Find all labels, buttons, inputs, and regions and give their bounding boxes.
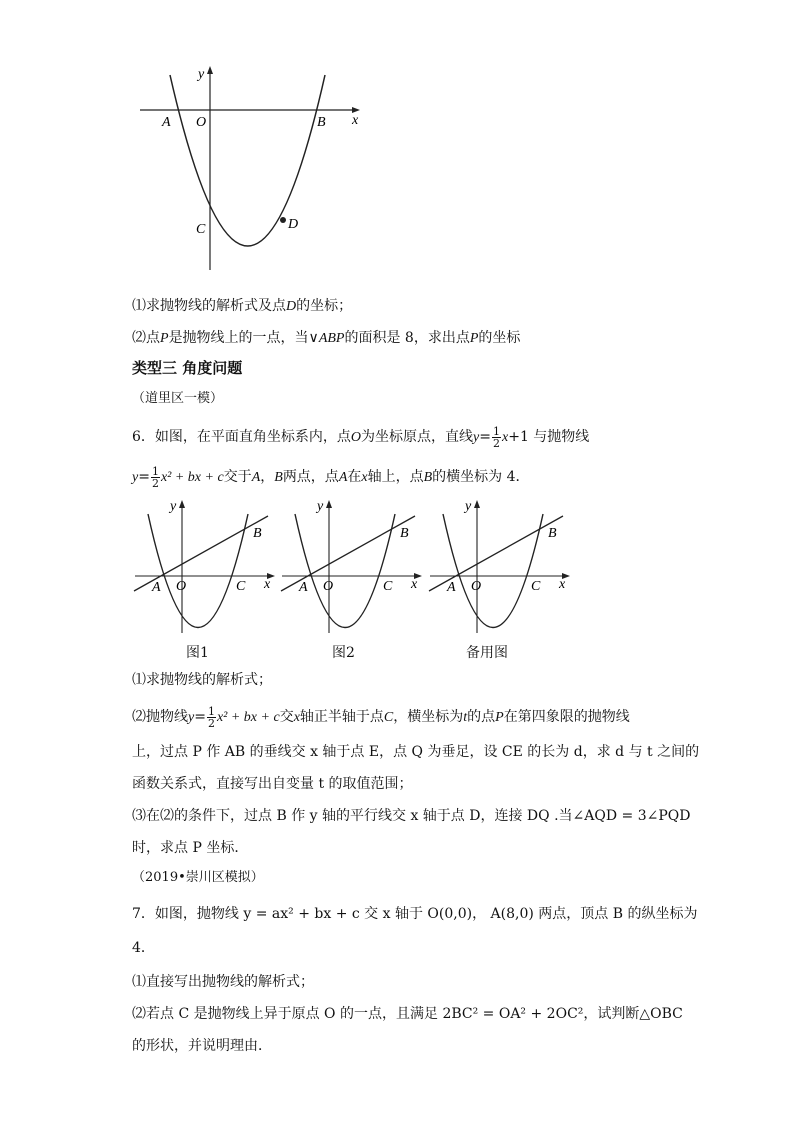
svg-text:C: C [531,579,541,594]
source-q7: （2019•崇川区模拟） [132,870,264,885]
q6-part2-line1: ⑵抛物线y= $\frac{1}{2}$ x² + bx + c交x轴正半轴于点C，横坐标为t的点P在第四象限的抛物线 [132,704,630,730]
q6-line2: y= $\frac{1}{2}$ x² + bx + c交于A，B两点，点A在x轴上，点B的横坐标为 4． [132,464,530,490]
q6-line1: 6．如图，在平面直角坐标系内，点O为坐标原点，直线y= $\frac{1}{2}$ x+1 与抛物线 [132,424,590,450]
figure-1 [130,496,280,636]
svg-text:A: A [447,580,456,595]
svg-text:B: B [253,526,262,541]
label-a: A [162,115,171,130]
svg-text:y: y [465,499,472,514]
svg-text:C: C [236,579,246,594]
fraction-half-3: $\frac{1}{2}$ [207,704,215,730]
label-d: D [288,217,299,232]
figure-2 [277,496,427,636]
svg-text:x: x [264,577,271,592]
source-q6: （道里区一模） [132,391,224,406]
svg-text:A: A [152,580,161,595]
svg-text:x: x [411,577,418,592]
q7-part2-line1: ⑵若点 C 是抛物线上异于原点 O 的一点，且满足 2BC² = OA² + 2OC²，试判断△OBC [132,1006,683,1022]
svg-text:B: B [548,526,557,541]
q5-part1: ⑴求抛物线的解析式及点D的坐标； [132,298,353,314]
axis-y-label: y [198,67,205,82]
label-b: B [317,115,326,130]
q5-part2: ⑵点P是抛物线上的一点，当∨ABP的面积是 8，求出点P的坐标 [132,330,521,346]
figure-spare-caption: 备用图 [466,645,508,661]
figure-spare [425,496,575,636]
q6-part2-line2: 上，过点 P 作 AB 的垂线交 x 轴于点 E，点 Q 为垂足，设 CE 的长为 d，求 d 与 t 之间的 [132,744,700,760]
q6-part2-line3: 函数关系式，直接写出自变量 t 的取值范围； [132,776,413,792]
svg-text:O: O [176,579,187,594]
fraction-half: $\frac{1}{2}$ [493,424,500,450]
q7-line2: 4． [132,940,155,956]
point-d [280,217,286,223]
top-parabola-figure [130,60,370,275]
svg-text:y: y [170,499,177,514]
svg-text:y: y [317,499,324,514]
q6-part3-line2: 时，求点 P 坐标． [132,840,249,856]
section-title: 类型三 角度问题 [132,359,243,377]
fraction-half-2: $\frac{1}{2}$ [151,464,159,490]
label-c: C [196,222,206,237]
svg-text:O: O [323,579,334,594]
svg-text:x: x [559,577,566,592]
parabola-curve [170,75,325,246]
y-axis-arrow [207,66,213,74]
figure-2-caption: 图2 [332,645,355,661]
q6-part1: ⑴求抛物线的解析式； [132,672,272,688]
q6-part3-line1: ⑶在⑵的条件下，过点 B 作 y 轴的平行线交 x 轴于点 D，连接 DQ .当∠AQD = 3∠PQD [132,808,691,824]
svg-text:A: A [299,580,308,595]
q7-line1: 7．如图，抛物线 y = ax² + bx + c 交 x 轴于 O(0,0)， A(8,0) 两点，顶点 B 的纵坐标为 [132,906,698,922]
svg-text:B: B [400,526,409,541]
figure-1-caption: 图1 [186,645,209,661]
svg-text:C: C [383,579,393,594]
svg-text:O: O [471,579,482,594]
label-o: O [196,115,207,130]
axis-x-label: x [352,113,359,128]
q7-part2-line2: 的形状，并说明理由． [132,1038,272,1054]
q7-part1: ⑴直接写出抛物线的解析式； [132,974,314,990]
